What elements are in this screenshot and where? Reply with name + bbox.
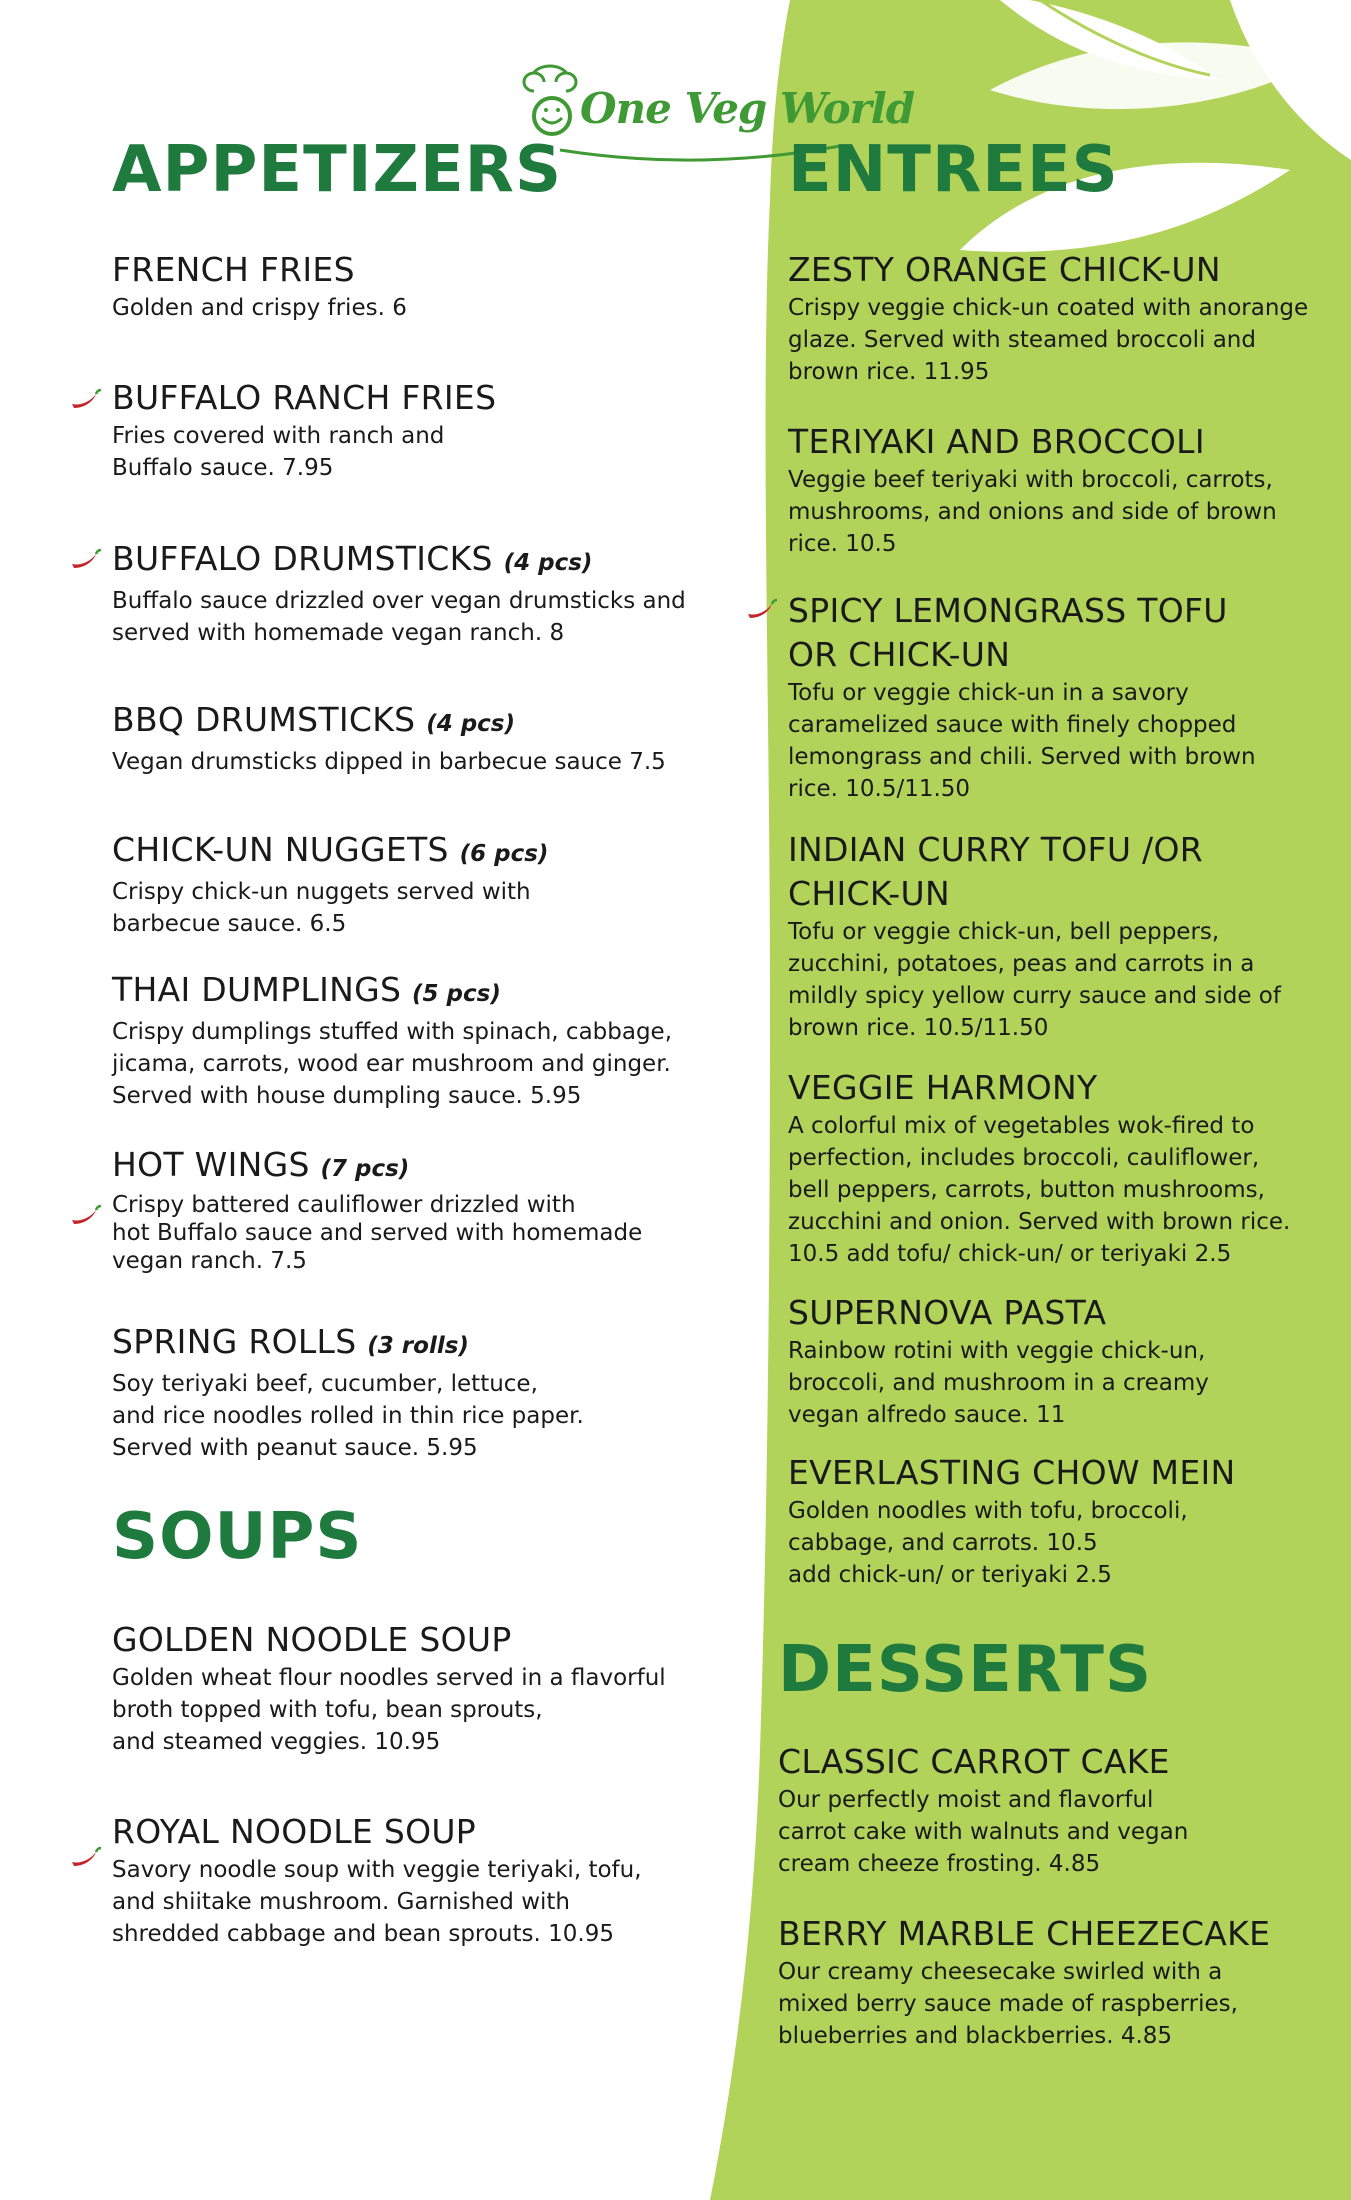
chili-pepper-icon: [70, 1204, 102, 1226]
item-name: EVERLASTING CHOW MEIN: [788, 1453, 1236, 1492]
item-description: Our perfectly moist and flavorful carrot cake with walnuts and vegan cream cheeze frosting. 4.85: [778, 1787, 1189, 1877]
item-description: Tofu or veggie chick-un in a savory caramelized sauce with finely chopped lemongrass and chili. Served with brown rice. 10.5/11.50: [788, 680, 1256, 802]
item-description: Crispy chick-un nuggets served with barbecue sauce. 6.5: [112, 879, 531, 937]
item-description: Crispy dumplings stuffed with spinach, cabbage, jicama, carrots, wood ear mushroom and ginger. Served with house dumpling sauce. 5.95: [112, 1019, 673, 1109]
menu-item-chick-un-nuggets: [112, 828, 548, 940]
item-portion-note: (6 pcs): [459, 841, 549, 867]
item-name: ROYAL NOODLE SOUP: [112, 1812, 476, 1851]
item-description: Soy teriyaki beef, cucumber, lettuce, and rice noodles rolled in thin rice paper. Served with peanut sauce. 5.95: [112, 1371, 584, 1461]
item-portion-note: (4 pcs): [426, 711, 516, 737]
item-name: SPICY LEMONGRASS TOFU OR CHICK-UN: [788, 591, 1228, 674]
menu-item-spring-rolls: [112, 1320, 584, 1464]
menu-item-classic-carrot-cake: [778, 1740, 1188, 1880]
menu-item-everlasting-chow-mein: [788, 1451, 1236, 1591]
menu-item-french-fries: [112, 248, 407, 324]
item-description: Rainbow rotini with veggie chick-un, broccoli, and mushroom in a creamy vegan alfredo sauce. 11: [788, 1338, 1209, 1428]
menu-item-bbq-drumsticks: [112, 698, 666, 778]
menu-item-berry-marble-cheezecake: [778, 1912, 1270, 2052]
item-name: BERRY MARBLE CHEEZECAKE: [778, 1914, 1271, 1953]
item-name: BUFFALO RANCH FRIES: [112, 378, 497, 417]
item-portion-note: (3 rolls): [367, 1333, 469, 1359]
item-description: Golden and crispy fries. 6: [112, 295, 407, 321]
item-description: Golden noodles with tofu, broccoli, cabbage, and carrots. 10.5 add chick-un/ or teriyaki 2.5: [788, 1498, 1188, 1588]
soups-heading: SOUPS: [112, 1500, 363, 1574]
menu-item-spicy-lemongrass-tofu: [788, 589, 1256, 805]
item-name: HOT WINGS (7 pcs): [112, 1145, 410, 1184]
menu-item-indian-curry-tofu: [788, 828, 1281, 1044]
menu-item-buffalo-drumsticks: [112, 537, 686, 649]
menu-item-veggie-harmony: [788, 1066, 1290, 1270]
item-description: Golden wheat flour noodles served in a flavorful broth topped with tofu, bean sprouts, and steamed veggies. 10.95: [112, 1665, 666, 1755]
item-name: VEGGIE HARMONY: [788, 1068, 1098, 1107]
menu-item-golden-noodle-soup: [112, 1618, 666, 1758]
item-description: Veggie beef teriyaki with broccoli, carrots, mushrooms, and onions and side of brown rice. 10.5: [788, 467, 1277, 557]
desserts-heading: DESSERTS: [778, 1633, 1153, 1707]
item-description: Buffalo sauce drizzled over vegan drumsticks and served with homemade vegan ranch. 8: [112, 588, 686, 646]
item-description: A colorful mix of vegetables wok-fired to perfection, includes broccoli, cauliflower, bell peppers, carrots, button mushrooms, zucchini and onion. Served with brown rice. 10.5 add tofu/ chick-un/ or teriyaki 2.5: [788, 1113, 1291, 1267]
brand-name: One Veg World: [580, 84, 915, 133]
item-name: ZESTY ORANGE CHICK-UN: [788, 250, 1221, 289]
entrees-heading: ENTREES: [788, 133, 1119, 207]
item-name: FRENCH FRIES: [112, 250, 355, 289]
item-name: BBQ DRUMSTICKS (4 pcs): [112, 700, 516, 739]
item-portion-note: (5 pcs): [412, 981, 501, 1007]
item-description: Vegan drumsticks dipped in barbecue sauce 7.5: [112, 749, 666, 775]
item-name: TERIYAKI AND BROCCOLI: [788, 422, 1205, 461]
item-name: SPRING ROLLS (3 rolls): [112, 1322, 469, 1361]
item-description: Our creamy cheesecake swirled with a mixed berry sauce made of raspberries, blueberries and blackberries. 4.85: [778, 1959, 1238, 2049]
appetizers-heading: APPETIZERS: [112, 133, 563, 207]
menu-item-buffalo-ranch-fries: [112, 376, 496, 484]
item-description: Savory noodle soup with veggie teriyaki, tofu, and shiitake mushroom. Garnished with shredded cabbage and bean sprouts. 10.95: [112, 1857, 642, 1947]
item-name: THAI DUMPLINGS (5 pcs): [112, 970, 501, 1009]
menu-item-zesty-orange-chick-un: [788, 248, 1308, 388]
item-portion-note: (4 pcs): [503, 550, 593, 576]
chili-pepper-icon: [746, 598, 778, 620]
menu-item-teriyaki-and-broccoli: [788, 420, 1277, 560]
chili-pepper-icon: [70, 1846, 102, 1868]
menu-item-thai-dumplings: [112, 968, 672, 1112]
item-name: GOLDEN NOODLE SOUP: [112, 1620, 512, 1659]
item-description: Crispy veggie chick-un coated with anorange glaze. Served with steamed broccoli and brown rice. 11.95: [788, 295, 1309, 385]
chili-pepper-icon: [70, 548, 102, 570]
menu-item-supernova-pasta: [788, 1291, 1209, 1431]
item-description: Tofu or veggie chick-un, bell peppers, zucchini, potatoes, peas and carrots in a mildly spicy yellow curry sauce and side of brown rice. 10.5/11.50: [788, 919, 1281, 1041]
item-name: BUFFALO DRUMSTICKS (4 pcs): [112, 539, 593, 578]
menu-item-royal-noodle-soup: [112, 1810, 642, 1950]
item-description: Crispy battered cauliflower drizzled with hot Buffalo sauce and served with homemade vegan ranch. 7.5: [112, 1192, 643, 1274]
item-name: SUPERNOVA PASTA: [788, 1293, 1107, 1332]
item-name: INDIAN CURRY TOFU /OR CHICK-UN: [788, 830, 1203, 913]
item-name: CLASSIC CARROT CAKE: [778, 1742, 1170, 1781]
item-description: Fries covered with ranch and Buffalo sauce. 7.95: [112, 423, 445, 481]
chili-pepper-icon: [70, 388, 102, 410]
menu-item-hot-wings: [112, 1143, 642, 1275]
item-name: CHICK-UN NUGGETS (6 pcs): [112, 830, 549, 869]
item-portion-note: (7 pcs): [320, 1156, 410, 1182]
